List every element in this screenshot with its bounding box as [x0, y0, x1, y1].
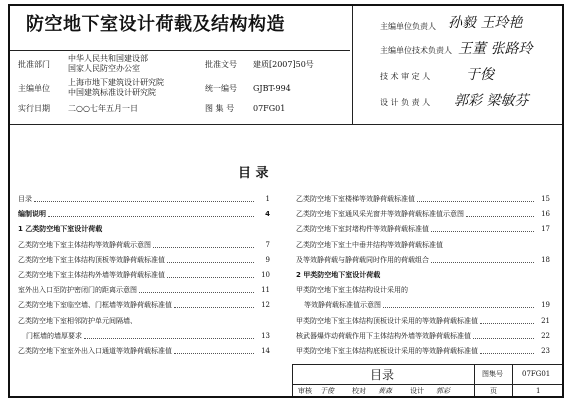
toc-entry — [18, 209, 270, 219]
toc-entry — [296, 331, 550, 341]
title-block-left-rule — [292, 364, 293, 396]
toc-entry — [18, 285, 270, 295]
toc-leader-dots — [480, 316, 534, 324]
role-label-chief-unit-head: 主编单位负责人 — [380, 22, 436, 31]
toc-entry — [18, 255, 270, 265]
toc-entry-label: 乙类防空地下室楼梯等效静荷载标准值 — [296, 195, 415, 203]
title-block-mid-rule — [292, 384, 562, 385]
title-block-page-no: 1 — [536, 387, 541, 395]
toc-entry-page: 18 — [541, 255, 550, 264]
toc-entry — [18, 240, 270, 250]
title-block-page-label: 页 — [490, 387, 497, 395]
toc-leader-dots — [48, 209, 254, 217]
toc-entry-label: 门框墙的墙厚要求 — [26, 331, 82, 340]
toc-entry-label: 乙类防空地下室土中垂井结构等效静荷载标准值 — [296, 240, 443, 249]
toc-entry-label: 室外出入口至防护密闭门的距离示意图 — [18, 286, 137, 295]
title-block-design-label: 设计 — [410, 387, 424, 395]
toc-entry-page: 16 — [541, 210, 550, 219]
toc-entry-page: 19 — [541, 301, 550, 310]
header-bottom-rule — [10, 124, 562, 125]
toc-title: 目 录 — [238, 166, 269, 181]
toc-entry-page: 1 — [265, 195, 270, 203]
role-label-design-head: 设 计 负 责 人 — [380, 98, 431, 107]
title-block-design-sign: 郭彩 — [436, 387, 450, 395]
toc-entry-page: 17 — [541, 225, 550, 234]
toc-entry-page: 10 — [261, 271, 270, 279]
toc-entry — [18, 270, 270, 280]
info-value-approval-no: 建质[2007]50号 — [253, 60, 314, 69]
toc-entry-label: 1 乙类防空地下室设计荷载 — [18, 225, 103, 234]
title-block-review-sign: 于俊 — [320, 387, 334, 395]
title-block-review-label: 审核 — [298, 387, 312, 395]
title-block-name: 目录 — [370, 368, 395, 382]
role-signature-tech-head: 王董 张路玲 — [458, 41, 533, 57]
toc-leader-dots — [139, 285, 254, 293]
toc-entry — [296, 316, 550, 326]
atlas-title: 防空地下室设计荷载及结构构造 — [26, 14, 285, 35]
role-signature-chief-unit-head: 孙毅 王玲艳 — [448, 15, 523, 31]
toc-leader-dots — [466, 209, 534, 217]
toc-entry-label: 核武器爆炸动荷载作用下主体结构外墙等效静荷载标准值 — [296, 331, 471, 340]
toc-leader-dots — [84, 331, 254, 339]
toc-entry — [296, 194, 550, 204]
toc-entry — [296, 224, 550, 234]
toc-entry-label: 乙类防空地下室临空墙、门框墙等效静荷载标准值 — [18, 301, 172, 310]
toc-leader-dots — [383, 300, 534, 308]
toc-entry-label: 编制说明 — [18, 210, 46, 219]
title-block-atlas-label: 图集号 — [482, 370, 503, 378]
toc-entry — [18, 346, 270, 356]
info-value-approval-dept-2: 国家人民防空办公室 — [68, 64, 140, 73]
title-block-split — [474, 364, 475, 396]
toc-entry — [18, 224, 270, 234]
toc-entry — [18, 316, 270, 326]
role-signature-tech-reviewer: 于俊 — [466, 67, 494, 83]
title-block-check-label: 校对 — [352, 387, 366, 395]
toc-entry-page: 9 — [265, 255, 270, 264]
info-value-effective-date: 二○○七年五月一日 — [68, 104, 138, 113]
toc-leader-dots — [34, 194, 254, 202]
toc-entry-page: 21 — [541, 316, 550, 325]
toc-entry-label: 目录 — [18, 195, 32, 203]
toc-leader-dots — [431, 224, 534, 232]
role-label-tech-reviewer: 技 术 审 定 人 — [380, 72, 431, 81]
toc-leader-dots — [167, 270, 254, 278]
title-block-split-2 — [512, 364, 513, 396]
toc-entry-label: 乙类防空地下室相邻防护单元间隔墙、 — [18, 316, 137, 325]
header-split — [352, 6, 353, 124]
info-label-chief-unit: 主编单位 — [18, 84, 50, 93]
toc-entry — [18, 331, 270, 341]
toc-entry-label: 甲类防空地下室主体结构底板设计采用的等效静荷载标准值 — [296, 347, 478, 355]
info-value-chief-unit-1: 上海市地下建筑设计研究院 — [68, 78, 164, 87]
toc-leader-dots — [480, 346, 534, 354]
toc-entry-label: 乙类防空地下室主体结构外墙等效静荷载标准值 — [18, 271, 165, 279]
toc-entry-label: 乙类防空地下室室外出入口通道等效静荷载标准值 — [18, 347, 172, 355]
toc-entry — [296, 285, 550, 295]
title-block-atlas-no: 07FG01 — [522, 370, 551, 378]
toc-entry — [296, 255, 550, 265]
toc-entry-label: 2 甲类防空地下室设计荷载 — [296, 271, 381, 279]
toc-entry-label: 乙类防空地下室主体结构等效静荷载示意图 — [18, 240, 151, 249]
toc-entry-page: 4 — [265, 210, 270, 219]
toc-leader-dots — [153, 240, 254, 248]
title-block-check-sign: 黄森 — [378, 387, 392, 395]
toc-leader-dots — [174, 300, 254, 308]
info-value-chief-unit-2: 中国建筑标准设计研究院 — [68, 88, 156, 97]
toc-leader-dots — [174, 346, 254, 354]
info-value-atlas-no: 07FG01 — [253, 104, 286, 113]
header-divider — [10, 50, 350, 51]
info-label-unified-no: 统一编号 — [205, 84, 237, 93]
toc-entry — [18, 194, 270, 204]
toc-entry — [296, 346, 550, 356]
role-label-tech-head: 主编单位技术负责人 — [380, 46, 452, 55]
toc-entry-label: 乙类防空地下室封堵构件等效静荷载标准值 — [296, 225, 429, 234]
toc-entry-label: 乙类防空地下室主体结构顶板等效静荷载标准值 — [18, 255, 165, 264]
toc-entry — [296, 209, 550, 219]
info-label-approval-dept: 批准部门 — [18, 60, 50, 69]
toc-entry-page: 23 — [541, 347, 550, 355]
toc-entry — [296, 300, 550, 310]
role-signature-design-head: 郭彩 梁敏芬 — [454, 93, 529, 109]
toc-entry-page: 7 — [265, 240, 270, 249]
toc-leader-dots — [431, 255, 534, 263]
toc-entry-label: 乙类防空地下室通风采光窗井等效静荷载标准值示意图 — [296, 210, 464, 219]
info-value-unified-no: GJBT-994 — [253, 84, 291, 93]
toc-leader-dots — [473, 331, 534, 339]
toc-leader-dots — [167, 255, 254, 263]
toc-entry — [296, 240, 550, 250]
info-label-approval-no: 批准文号 — [205, 60, 237, 69]
toc-entry-label: 甲类防空地下室主体结构设计采用的 — [296, 286, 408, 295]
info-label-atlas-no: 图 集 号 — [205, 104, 235, 113]
info-value-approval-dept-1: 中华人民共和国建设部 — [68, 54, 148, 63]
toc-entry-page: 15 — [541, 195, 550, 203]
info-label-effective-date: 实行日期 — [18, 104, 50, 113]
title-block-top-rule — [292, 364, 562, 365]
toc-leader-dots — [417, 194, 534, 202]
toc-entry-label: 及等效静荷载与静荷载同时作用的荷载组合 — [296, 255, 429, 264]
toc-entry-page: 22 — [541, 331, 550, 340]
toc-entry-page: 12 — [261, 301, 270, 310]
toc-entry-page: 13 — [261, 331, 270, 340]
toc-entry — [296, 270, 550, 280]
toc-entry-page: 11 — [261, 286, 270, 295]
toc-entry-label: 等效静荷载标准值示意图 — [304, 301, 381, 310]
toc-entry — [18, 300, 270, 310]
toc-entry-label: 甲类防空地下室主体结构顶板设计采用的等效静荷载标准值 — [296, 316, 478, 325]
toc-entry-page: 14 — [261, 347, 270, 355]
